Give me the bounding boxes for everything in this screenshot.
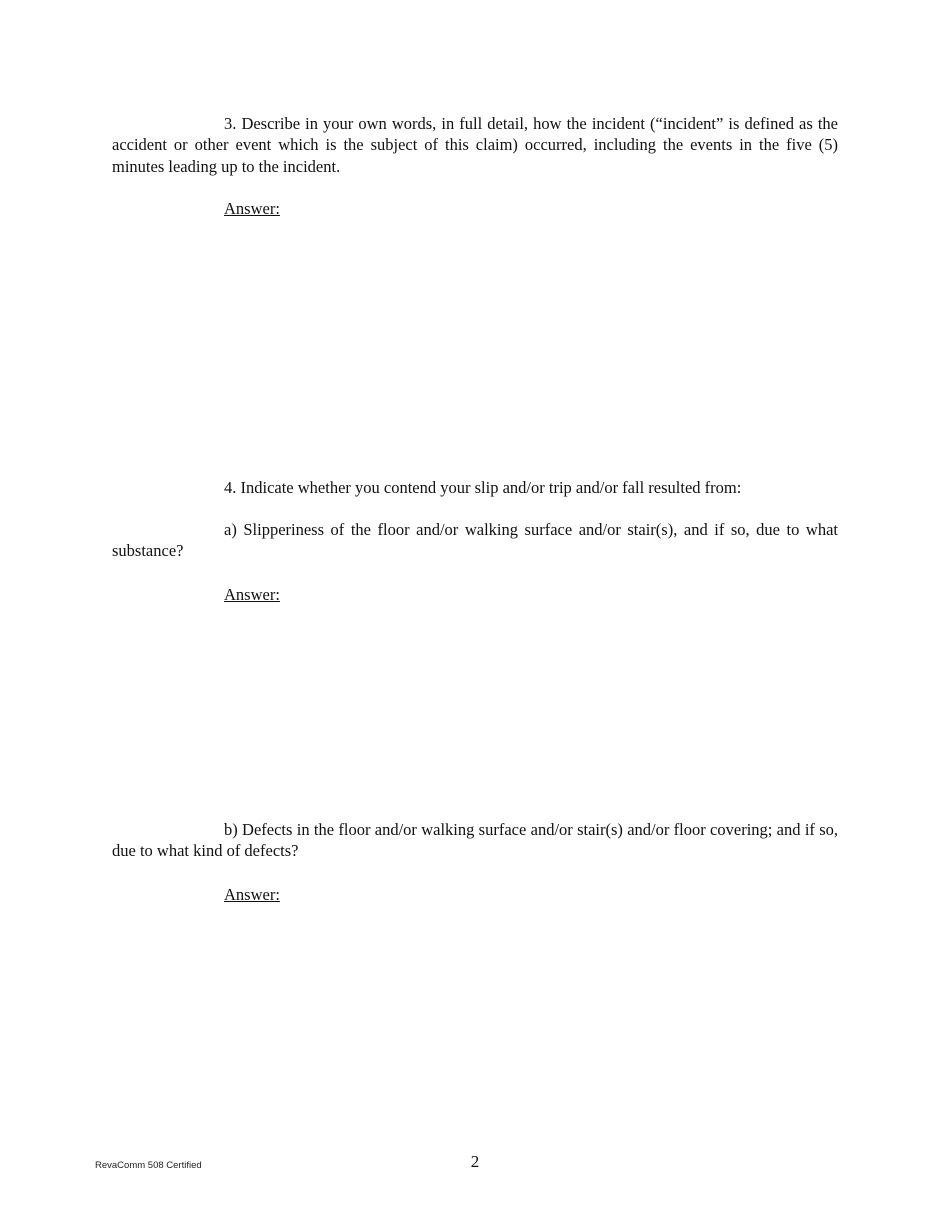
question-4a-answer-field[interactable] [224,610,842,809]
question-4b-answer-label: Answer: [224,885,280,904]
page-number: 2 [470,1152,480,1171]
question-4-text: 4. Indicate whether you contend your slip and/or trip and/or fall resulted from: [224,478,742,497]
question-4a-answer-label: Answer: [224,585,280,604]
question-4b-answer-field[interactable] [224,910,842,1144]
question-4b-text: b) Defects in the floor and/or walking surface and/or stair(s) and/or floor covering; and if so, due to what kind of defects? [112,820,838,861]
question-3-answer-label: Answer: [224,199,280,218]
question-4a-text: a) Slipperiness of the floor and/or walking surface and/or stair(s), and if so, due to what substance? [112,520,838,561]
question-3-answer-field[interactable] [224,224,842,463]
certification-footer: RevaComm 508 Certified [95,1160,202,1171]
question-3-text: 3. Describe in your own words, in full detail, how the incident (“incident” is defined as the accident or other event which is the subject of this claim) occurred, including the events in the five (5) minutes leading up to the incident. [112,114,838,176]
